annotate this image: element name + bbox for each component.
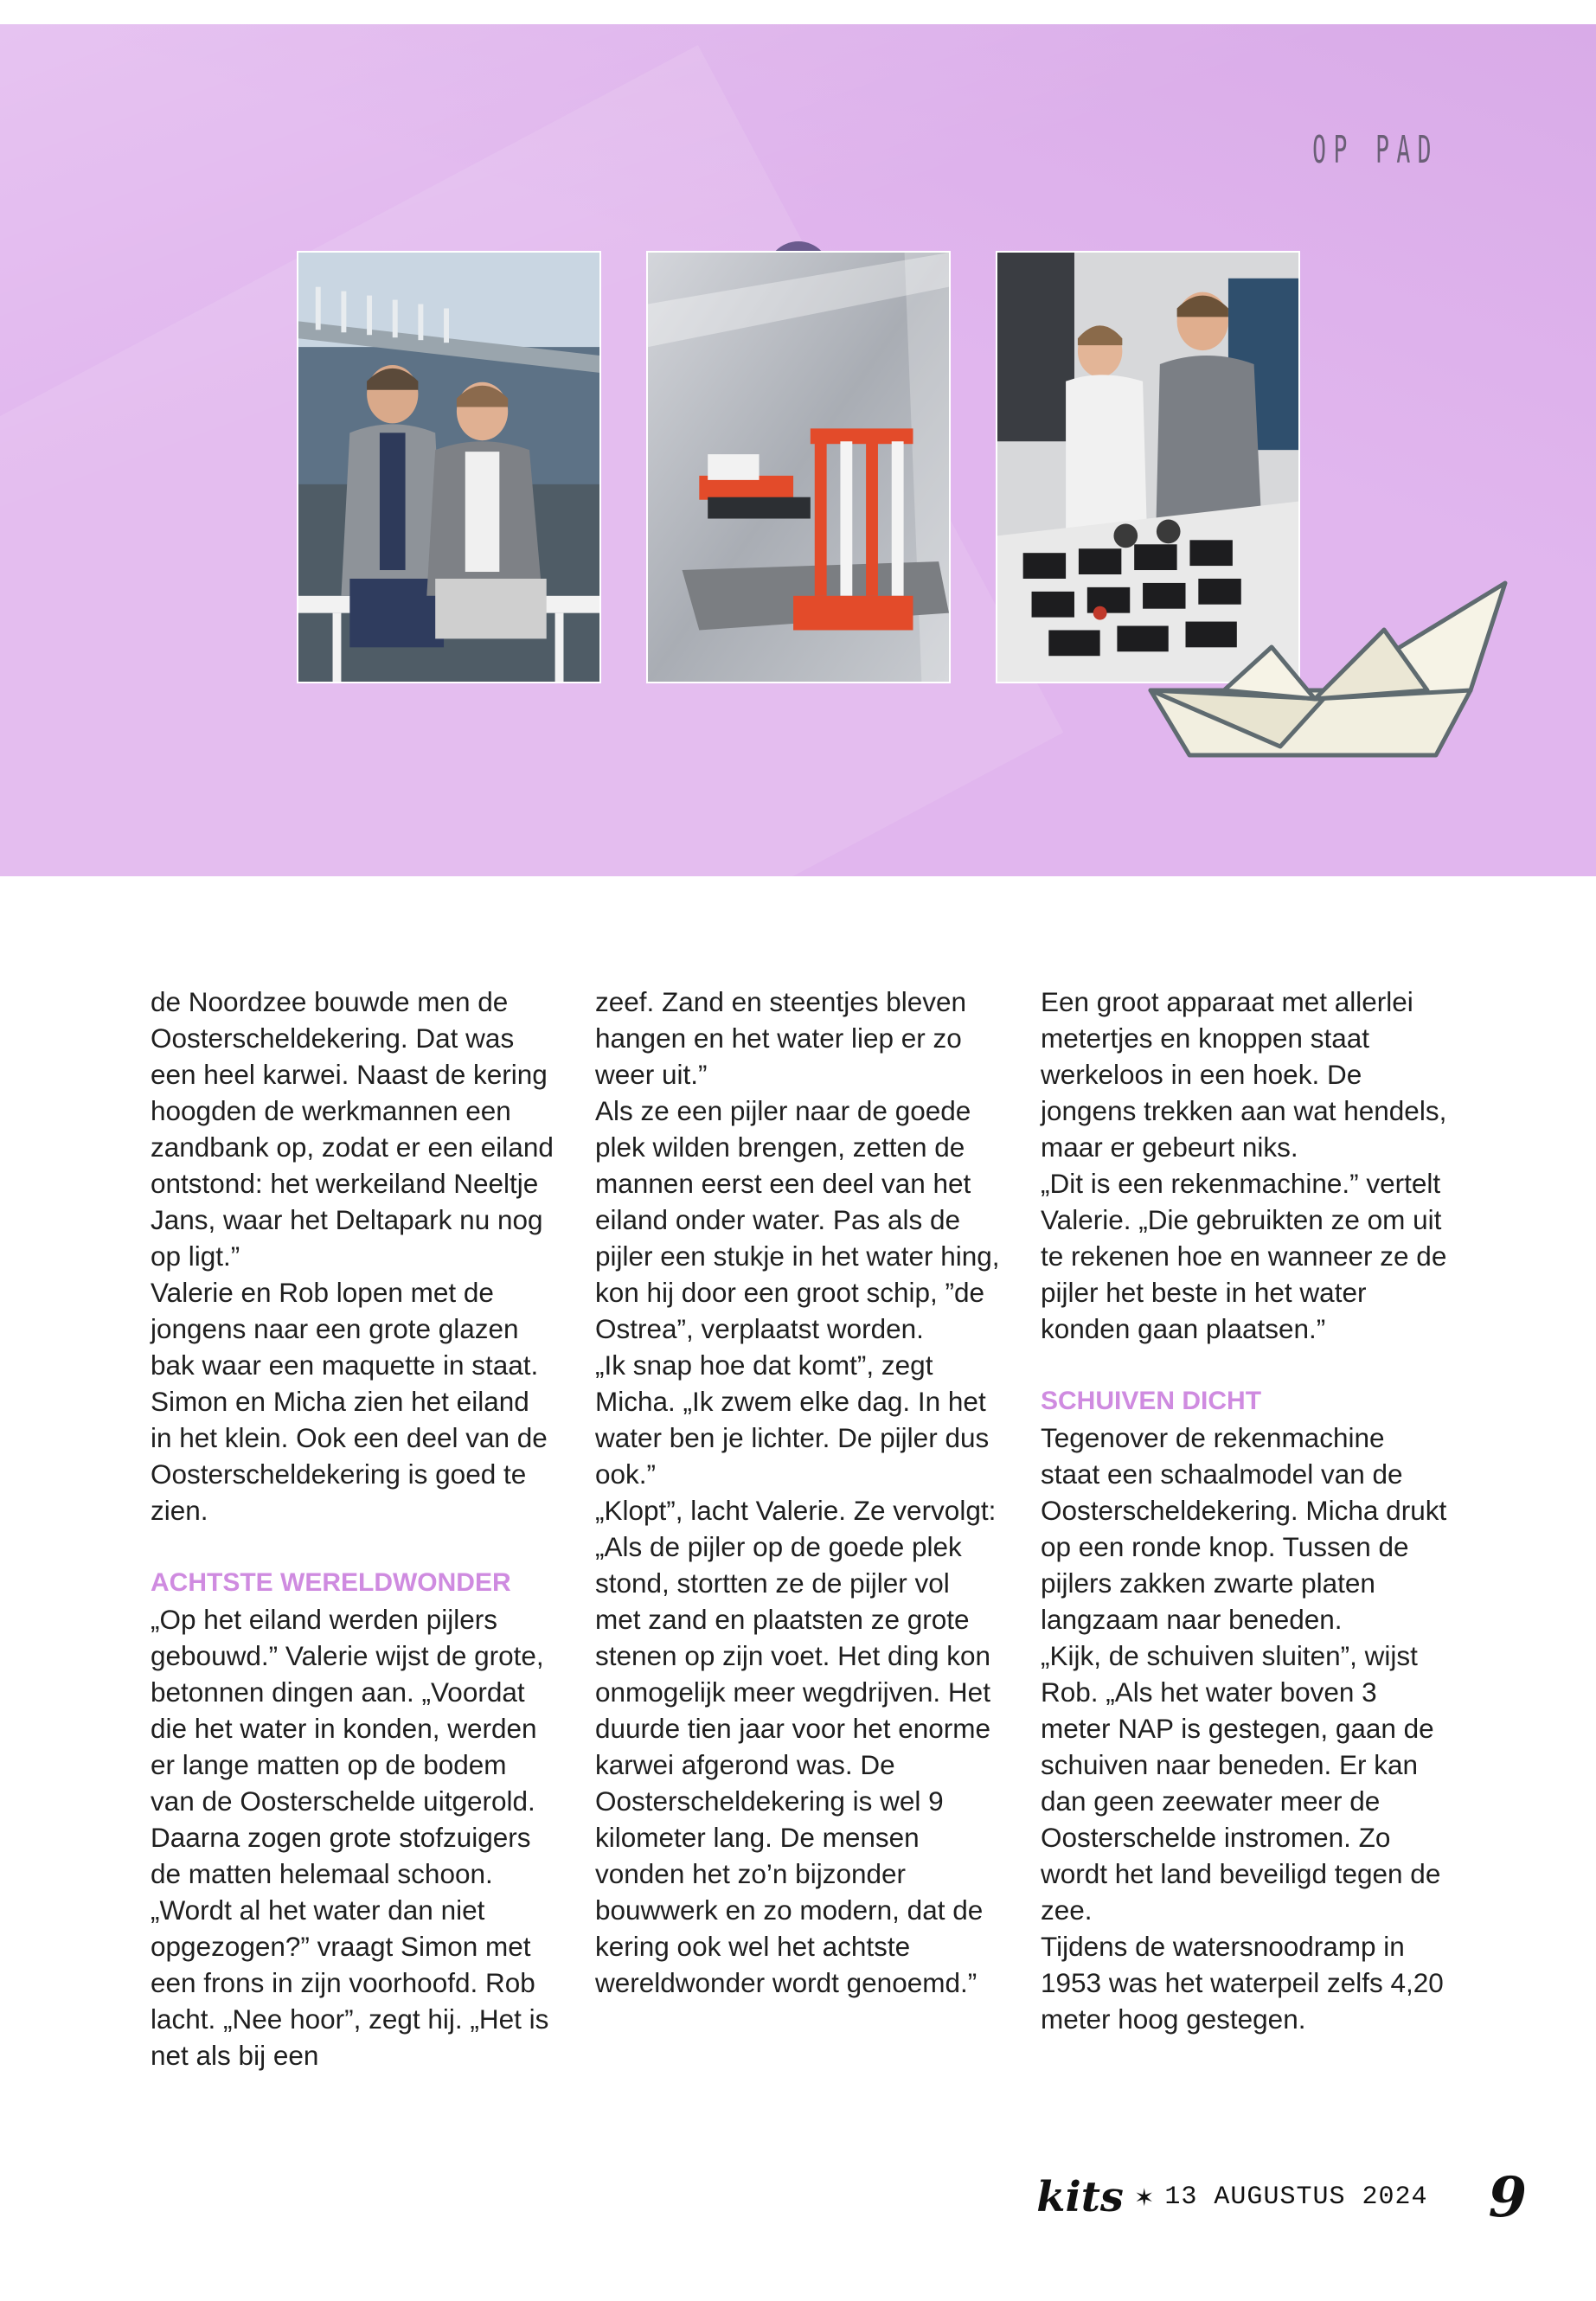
paragraph: de Noordzee bouwde men de Oosterscheldekering. Dat was een heel karwei. Naast de kering hoogden de werkmannen een zandbank op, zodat er een eiland ontstond: het werkeiland Neeltje Jans, waar het Deltapark nu nog op ligt.” bbox=[151, 986, 554, 1272]
paragraph: Tijdens de watersnoodramp in 1953 was het waterpeil zelfs 4,20 meter hoog gestegen. bbox=[1041, 1931, 1444, 2035]
section-label: OP PAD bbox=[1312, 128, 1439, 172]
page-number: 9 bbox=[1488, 2164, 1527, 2230]
paragraph: Als ze een pijler naar de goede plek wilden brengen, zetten de mannen eerst een deel van het eiland onder water. Pas als de pijler een stukje in het water hing, kon hij door een groot schip, ”de Ostrea”, verplaatst worden. bbox=[595, 1095, 1000, 1344]
paragraph: „Dit is een rekenmachine.” vertelt Valerie. „Die gebruikten ze om uit te rekenen hoe en wanneer ze de pijler het beste in het water konden gaan plaatsen.” bbox=[1041, 1168, 1447, 1344]
star-separator-icon: ✶ bbox=[1133, 2183, 1155, 2211]
paragraph: zeef. Zand en steentjes bleven hangen en het water liep er zo weer uit.” bbox=[595, 986, 967, 1090]
paragraph: „Wordt al het water dan niet opgezogen?” vraagt Simon met een frons in zijn voorhoofd. Rob lacht. „Nee hoor”, zegt hij. „Het is net als bij een bbox=[151, 1894, 549, 2071]
article-column-3 bbox=[1041, 984, 1447, 2037]
photo-image bbox=[298, 253, 599, 682]
photo-boys-at-barrier bbox=[297, 251, 601, 683]
subheading-schuiven-dicht: SCHUIVEN DICHT bbox=[1041, 1387, 1262, 1415]
paragraph: „Ik snap hoe dat komt”, zegt Micha. „Ik zwem elke dag. In het water ben je lichter. De pijler dus ook.” bbox=[595, 1349, 990, 1490]
paragraph: „Klopt”, lacht Valerie. Ze vervolgt: „Als de pijler op de goede plek stond, stortten ze de pijler vol met zand en plaatsten ze grote stenen op zijn voet. Het ding kon onmogelijk meer wegdrijven. Het duurde tien jaar voor het enorme karwei afgerond was. De Oosterscheldekering is wel 9 kilometer lang. De mensen vonden het zo’n bijzonder bouwwerk en zo modern, dat de kering ook wel het achtste wereldwonder wordt genoemd.” bbox=[595, 1495, 997, 1998]
subheading-achtste-wereldwonder: ACHTSTE WERELDWONDER bbox=[151, 1568, 511, 1597]
paragraph: „Op het eiland werden pijlers gebouwd.” Valerie wijst de grote, betonnen dingen aan. „Voordat die het water in konden, werden er lange matten op de bodem van de Oosterschelde uitgerold. Daarna zogen grote stofzuigers de matten helemaal schoon. bbox=[151, 1604, 544, 1889]
page-footer bbox=[1036, 2163, 1527, 2232]
paragraph: Tegenover de rekenmachine staat een schaalmodel van de Oosterscheldekering. Micha drukt op een ronde knop. Tussen de pijlers zakken zwarte platen langzaam naar beneden. bbox=[1041, 1422, 1447, 1635]
paragraph: „Kijk, de schuiven sluiten”, wijst Rob. „Als het water boven 3 meter NAP is gestegen, gaan de schuiven naar beneden. Er kan dan geen zeewater meer de Oosterschelde instromen. Zo wordt het land beveiligd tegen de zee. bbox=[1041, 1640, 1441, 1926]
issue-date: 13 AUGUSTUS 2024 bbox=[1164, 2182, 1428, 2212]
photo-image bbox=[648, 253, 949, 682]
paragraph: Een groot apparaat met allerlei metertjes en knoppen staat werkeloos in een hoek. De jongens trekken aan wat hendels, maar er gebeurt niks. bbox=[1041, 986, 1447, 1163]
hero-banner bbox=[0, 24, 1596, 876]
paragraph: Valerie en Rob lopen met de jongens naar een grote glazen bak waar een maquette in staat. Simon en Micha zien het eiland in het klein. Ook een deel van de Oosterscheldekering is goed te zien. bbox=[151, 1277, 548, 1526]
paper-boat-icon bbox=[1142, 578, 1514, 785]
article-column-2 bbox=[595, 984, 1002, 2001]
magazine-logo: kits bbox=[1036, 2173, 1124, 2221]
photo-barrier-maquette bbox=[646, 251, 951, 683]
article-column-1 bbox=[151, 984, 557, 2073]
